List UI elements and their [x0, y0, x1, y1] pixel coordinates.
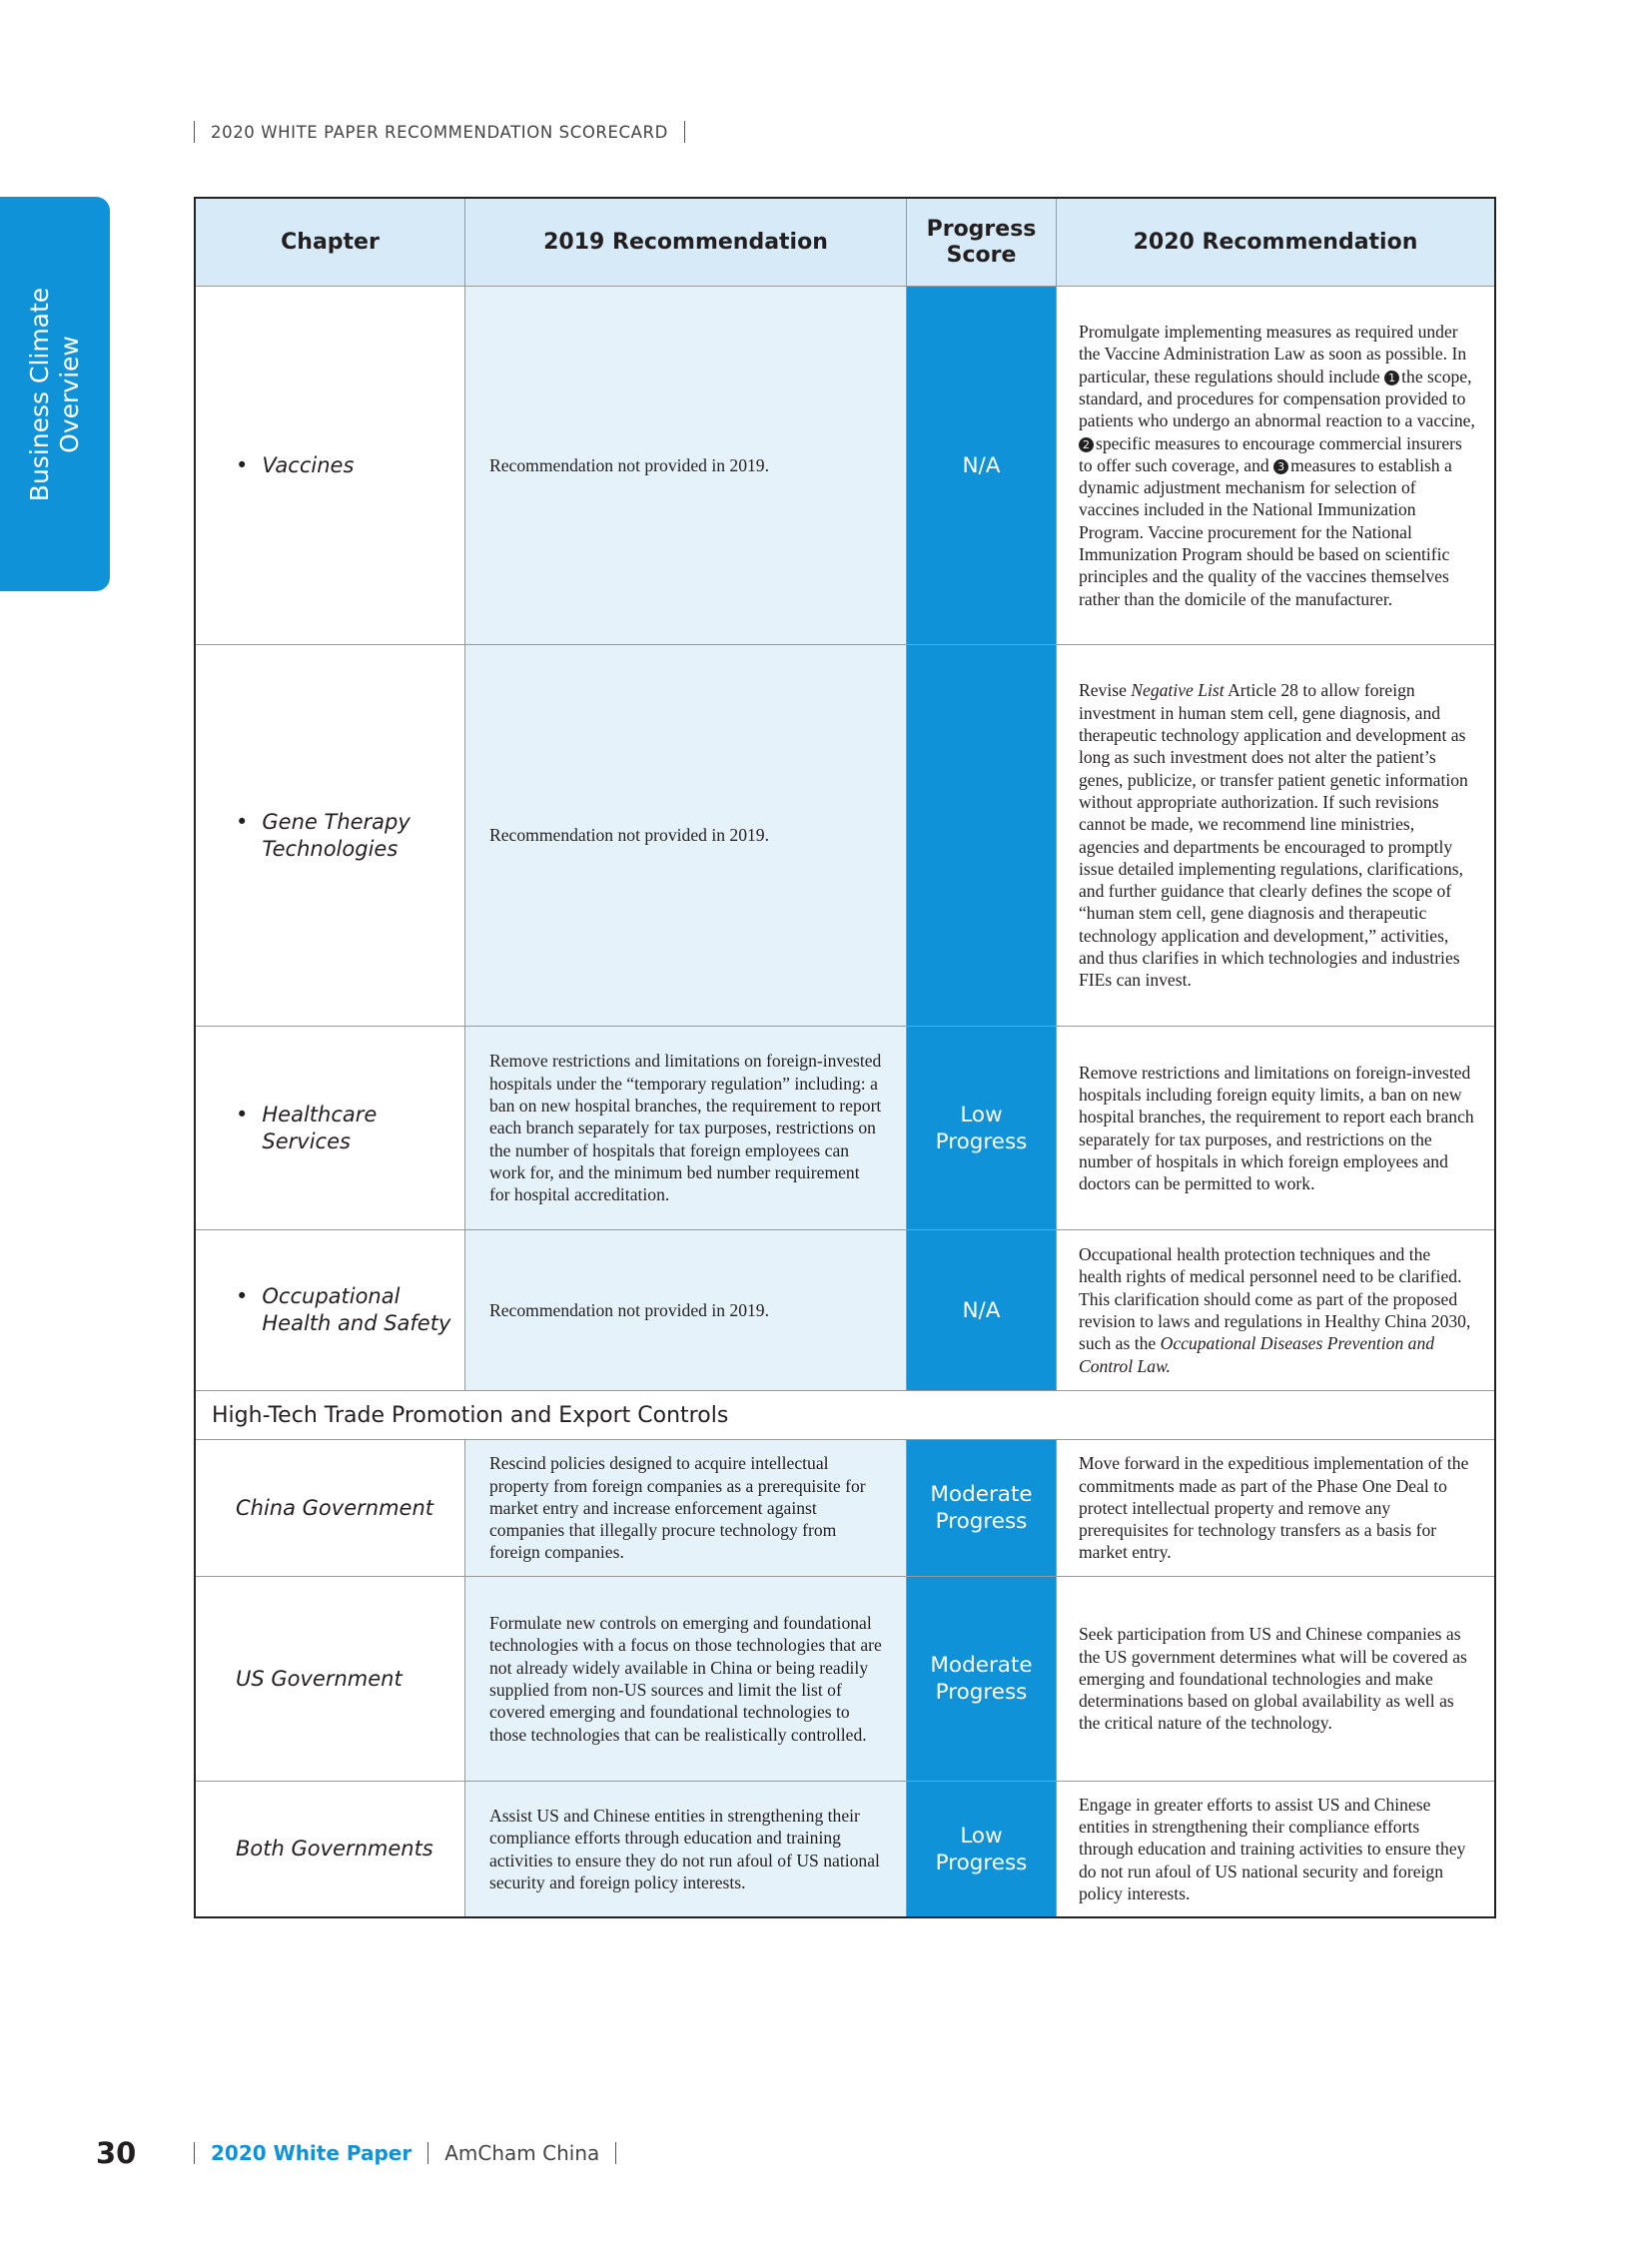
rec2019-cell	[465, 645, 907, 1026]
rec2019-cell	[465, 1027, 907, 1229]
rec2019-text: Assist US and Chinese entities in strengthening their compliance efforts through education and training activities to ensure they do not run afoul of US national security and foreign policy interests.	[489, 1805, 880, 1892]
rec2020-text: Remove restrictions and limitations on foreign-invested hospitals including foreign equity limits, a ban on new hospital branches, the requirement to report each branch separately for tax purposes, and restrictions on the number of hospitals in which foreign employees and doctors can be permitted to work.	[1079, 1062, 1474, 1194]
chapter-vaccines: Vaccines	[262, 452, 355, 477]
chapter-cell: • Vaccines	[196, 287, 465, 644]
rec2019-cell	[465, 287, 907, 644]
rec2020-cell	[1057, 1027, 1494, 1229]
progress-score: Moderate Progress	[930, 1482, 1033, 1534]
chapter-gene-therapy: Gene Therapy Technologies	[262, 809, 411, 861]
footer-divider	[615, 2142, 616, 2164]
rec2020-text: Promulgate implementing measures as required under the Vaccine Administration Law as soon as possible. In particular, these regulations should include 1 the scope, standard, and procedures for compensation provided to patients who undergo an abnormal reaction to a vaccine, 2 specific measures to encourage commercial insurers to offer such coverage, and 3 measures to establish a dynamic adjustment mechanism for selection of vaccines included in the National Immunization Program. Vaccine procurement for the National Immunization Program should be based on scientific principles and the quality of the vaccines themselves rather than the domicile of the manufacturer.	[1079, 322, 1475, 609]
chapter-healthcare-services: Healthcare Services	[262, 1102, 378, 1153]
rec2019-text: Recommendation not provided in 2019.	[489, 1299, 769, 1320]
chapter-china-government: China Government	[236, 1495, 433, 1520]
header-progress-score	[907, 199, 1057, 286]
table-row	[196, 1781, 1494, 1916]
side-tab-line1: Business Climate	[25, 287, 54, 502]
table-row	[196, 644, 1494, 1026]
header-title: 2020 WHITE PAPER RECOMMENDATION SCORECARD	[211, 122, 668, 142]
progress-score: Moderate Progress	[930, 1653, 1033, 1705]
chapter-occupational-health: Occupational Health and Safety	[262, 1284, 451, 1335]
scorecard-table	[194, 197, 1496, 1918]
chapter-cell	[196, 1577, 465, 1781]
rec2019-cell	[465, 1230, 907, 1390]
rec2020-text: Revise Negative List Article 28 to allow foreign investment in human stem cell, gene diagnosis, and therapeutic technology application and development as long as such investment does not alter the patient’s genes, publicize, or transfer patient genetic information without appropriate authorization. If such revisions cannot be made, we recommend line ministries, agencies and departments be encouraged to promptly issue detailed implementing regulations, clarifications, and further guidance that clearly defines the scope of “human stem cell, gene diagnosis and therapeutic technology application and development,” activities, and thus clarifies in which technologies and industries FIEs can invest.	[1079, 680, 1468, 991]
chapter-us-government: US Government	[236, 1666, 403, 1691]
table-row	[196, 1229, 1494, 1390]
number-1-icon: 1	[1384, 371, 1399, 385]
rec2020-text: Seek participation from US and Chinese companies as the US government determines what will be covered as emerging and foundational technologies and make determinations based on global availability as well as the critical nature of the technology.	[1079, 1624, 1467, 1734]
rec2020-text: Occupational health protection techniques and the health rights of medical personnel need to be clarified. This clarification should come as part of the proposed revision to laws and regulations in Healthy China 2030, such as the Occupational Diseases Prevention and Control Law.	[1079, 1244, 1471, 1376]
header-chapter: Chapter	[196, 199, 465, 286]
score-cell	[907, 645, 1057, 1026]
rec2019-text: Recommendation not provided in 2019.	[489, 454, 769, 475]
rec2020-text: Engage in greater efforts to assist US and Chinese entities in strengthening their compliance efforts through education and training activities to ensure they do not run afoul of US national security and foreign policy interests.	[1079, 1794, 1466, 1903]
score-cell	[907, 1577, 1057, 1781]
rec2019-cell	[465, 1577, 907, 1781]
chapter-cell: • Occupational Health and Safety	[196, 1230, 465, 1390]
progress-score: N/A	[962, 1297, 1001, 1323]
progress-score: Low Progress	[935, 1102, 1028, 1154]
chapter-cell	[196, 1782, 465, 1916]
chapter-cell: • Healthcare Services	[196, 1027, 465, 1229]
rec2020-cell	[1057, 287, 1494, 644]
rec2020-cell	[1057, 1440, 1494, 1576]
footer-publication: 2020 White Paper	[211, 2141, 413, 2165]
score-cell	[907, 1027, 1057, 1229]
page-footer	[96, 2133, 616, 2173]
section-title: High-Tech Trade Promotion and Export Controls	[212, 1402, 729, 1428]
rec2020-cell	[1057, 1577, 1494, 1781]
rec2020-cell	[1057, 1230, 1494, 1390]
rec2020-cell	[1057, 645, 1494, 1026]
rec2019-text: Recommendation not provided in 2019.	[489, 825, 769, 846]
score-cell	[907, 1440, 1057, 1576]
rec2020-text: Move forward in the expeditious implementation of the commitments made as part of the Phase One Deal to protect intellectual property and remove any prerequisites for technology transfers as a basis for market entry.	[1079, 1453, 1469, 1563]
chapter-cell	[196, 1440, 465, 1576]
section-title-row	[196, 1390, 1494, 1439]
table-row	[196, 286, 1494, 644]
chapter-cell: • Gene Therapy Technologies	[196, 645, 465, 1026]
header-divider-right	[684, 121, 685, 143]
table-row	[196, 1439, 1494, 1576]
rec2020-cell	[1057, 1782, 1494, 1916]
number-3-icon: 3	[1273, 459, 1288, 474]
header-progress-line1: Progress	[926, 216, 1037, 242]
header-2020-recommendation: 2020 Recommendation	[1057, 199, 1494, 286]
table-row	[196, 1576, 1494, 1781]
score-cell	[907, 1230, 1057, 1390]
chapter-both-governments: Both Governments	[236, 1837, 433, 1861]
header-2019-recommendation: 2019 Recommendation	[465, 199, 907, 286]
number-2-icon: 2	[1079, 437, 1094, 452]
table-row	[196, 1026, 1494, 1229]
progress-score: N/A	[962, 452, 1001, 478]
page-number: 30	[96, 2136, 137, 2170]
score-cell	[907, 1782, 1057, 1916]
side-tab-line2: Overview	[55, 336, 84, 453]
footer-organization: AmCham China	[444, 2141, 600, 2165]
rec2019-cell	[465, 1440, 907, 1576]
rec2019-text: Remove restrictions and limitations on foreign-invested hospitals under the “temporary regulation” including: a ban on new hospital branches, the requirement to report each branch separately for tax purposes, restrictions on the number of hospitals that foreign employees can work for, and the minimum bed number requirement for hospital accreditation.	[489, 1051, 882, 1205]
rec2019-cell	[465, 1782, 907, 1916]
rec2019-text: Formulate new controls on emerging and foundational technologies with a focus on those technologies that are not already widely available in China or being readily supplied from non-US sources and limit the list of covered emerging and foundational technologies to those technologies that can be realistically controlled.	[489, 1613, 882, 1745]
table-header-row	[196, 199, 1494, 286]
score-cell	[907, 287, 1057, 644]
running-header	[194, 118, 685, 146]
rec2019-text: Rescind policies designed to acquire intellectual property from foreign companies as a prerequisite for market entry and increase enforcement against companies that illegally procure technology from foreign companies.	[489, 1453, 866, 1563]
progress-score: Low Progress	[935, 1823, 1028, 1875]
header-progress-line2: Score	[946, 242, 1017, 268]
